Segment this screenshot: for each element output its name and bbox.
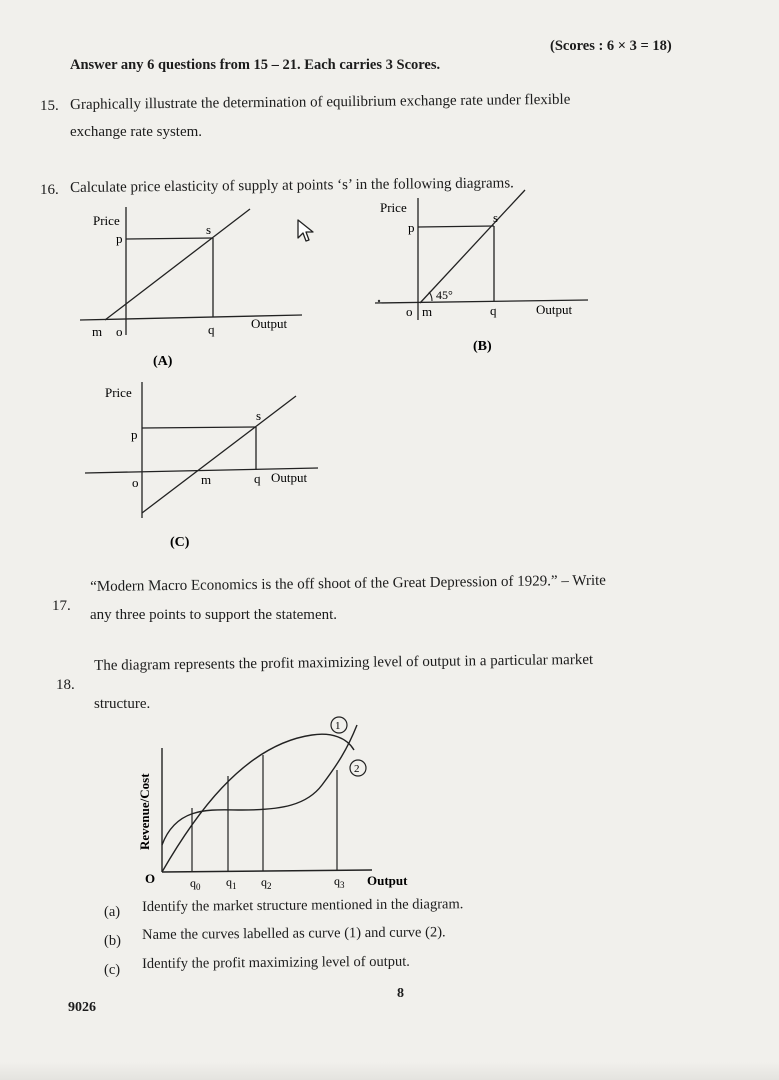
angle-arc <box>429 292 432 301</box>
x-axis-label: Output <box>536 302 573 317</box>
supply-curve <box>420 190 525 303</box>
y-axis-label: Price <box>105 385 132 400</box>
part-label: (a) <box>104 904 121 920</box>
diagram-caption: (A) <box>153 354 173 369</box>
diagram-profit-max <box>132 710 432 900</box>
o-label: o <box>406 304 413 319</box>
question-17-line1: “Modern Macro Economics is the off shoot of the Great Depression of 1929.” – Write <box>90 572 607 595</box>
m-label: m <box>201 472 212 487</box>
part-text: Identify the profit maximizing level of output. <box>142 953 410 972</box>
tick-q2: $q_2$ <box>261 875 272 891</box>
page-number: 8 <box>397 986 404 1001</box>
price-line <box>418 226 494 227</box>
supply-curve <box>142 396 296 513</box>
x-axis <box>162 870 372 872</box>
scan-edge <box>0 1062 779 1080</box>
price-line <box>142 427 256 428</box>
part-text: Identify the market structure mentioned in the diagram. <box>142 896 464 915</box>
tick-q1: $q_1$ <box>226 875 237 891</box>
question-15-line1: Graphically illustrate the determination of equilibrium exchange rate under flexible <box>70 91 571 113</box>
q-label: q <box>490 303 497 318</box>
o-label: o <box>116 324 123 339</box>
s-label: s <box>256 408 262 423</box>
y-axis-label: Price <box>93 213 120 228</box>
question-number: 16. <box>40 182 59 198</box>
x-axis-label: Output <box>271 470 308 485</box>
o-label: o <box>132 475 139 490</box>
curve-1-marker-text: 1 <box>335 720 341 732</box>
x-axis-label: Output <box>251 316 288 331</box>
x-axis-label: Output <box>367 873 408 888</box>
question-17-line2: any three points to support the statement. <box>90 607 338 623</box>
price-line <box>126 238 213 239</box>
s-label: s <box>493 210 499 225</box>
curve-1 <box>162 734 354 872</box>
y-axis-label: Price <box>380 200 407 215</box>
y-axis-label: Revenue/Cost <box>137 773 152 850</box>
question-number: 17. <box>52 598 71 614</box>
supply-curve <box>105 209 250 320</box>
q-label: q <box>208 322 215 337</box>
question-16-text: Calculate price elasticity of supply at points ‘s’ in the following diagrams. <box>70 175 514 196</box>
question-number: 18. <box>56 677 75 693</box>
diagram-caption: (B) <box>473 339 492 354</box>
m-label: m <box>92 324 103 339</box>
section-scores: (Scores : 6 × 3 = 18) <box>550 38 672 54</box>
angle-label: 45° <box>436 288 453 302</box>
diagram-c <box>80 380 320 550</box>
p-label: p <box>131 427 138 442</box>
diagram-a <box>70 195 310 375</box>
p-label: p <box>116 231 123 246</box>
curve-2-marker-text: 2 <box>354 763 360 775</box>
diagram-b <box>360 188 600 363</box>
section-instruction: Answer any 6 questions from 15 – 21. Each carries 3 Scores. <box>70 57 441 73</box>
s-label: s <box>206 222 212 237</box>
tick-q3: $q_3$ <box>334 874 345 890</box>
origin-label: O <box>145 871 156 886</box>
question-18-line1: The diagram represents the profit maximizing level of output in a particular market <box>94 651 594 674</box>
p-label: p <box>408 220 415 235</box>
m-label: m <box>422 304 433 319</box>
part-label: (b) <box>104 933 121 949</box>
diagram-caption: (C) <box>170 535 190 550</box>
mouse-pointer-icon <box>296 218 316 244</box>
question-15-line2: exchange rate system. <box>70 124 203 140</box>
stray-mark <box>378 300 380 302</box>
question-18-line2: structure. <box>94 696 151 712</box>
part-text: Name the curves labelled as curve (1) and curve (2). <box>142 924 446 943</box>
question-number: 15. <box>40 98 59 114</box>
paper-code: 9026 <box>68 1000 96 1015</box>
q-label: q <box>254 471 261 486</box>
tick-q0: $q_0$ <box>190 876 201 892</box>
part-label: (c) <box>104 962 121 978</box>
